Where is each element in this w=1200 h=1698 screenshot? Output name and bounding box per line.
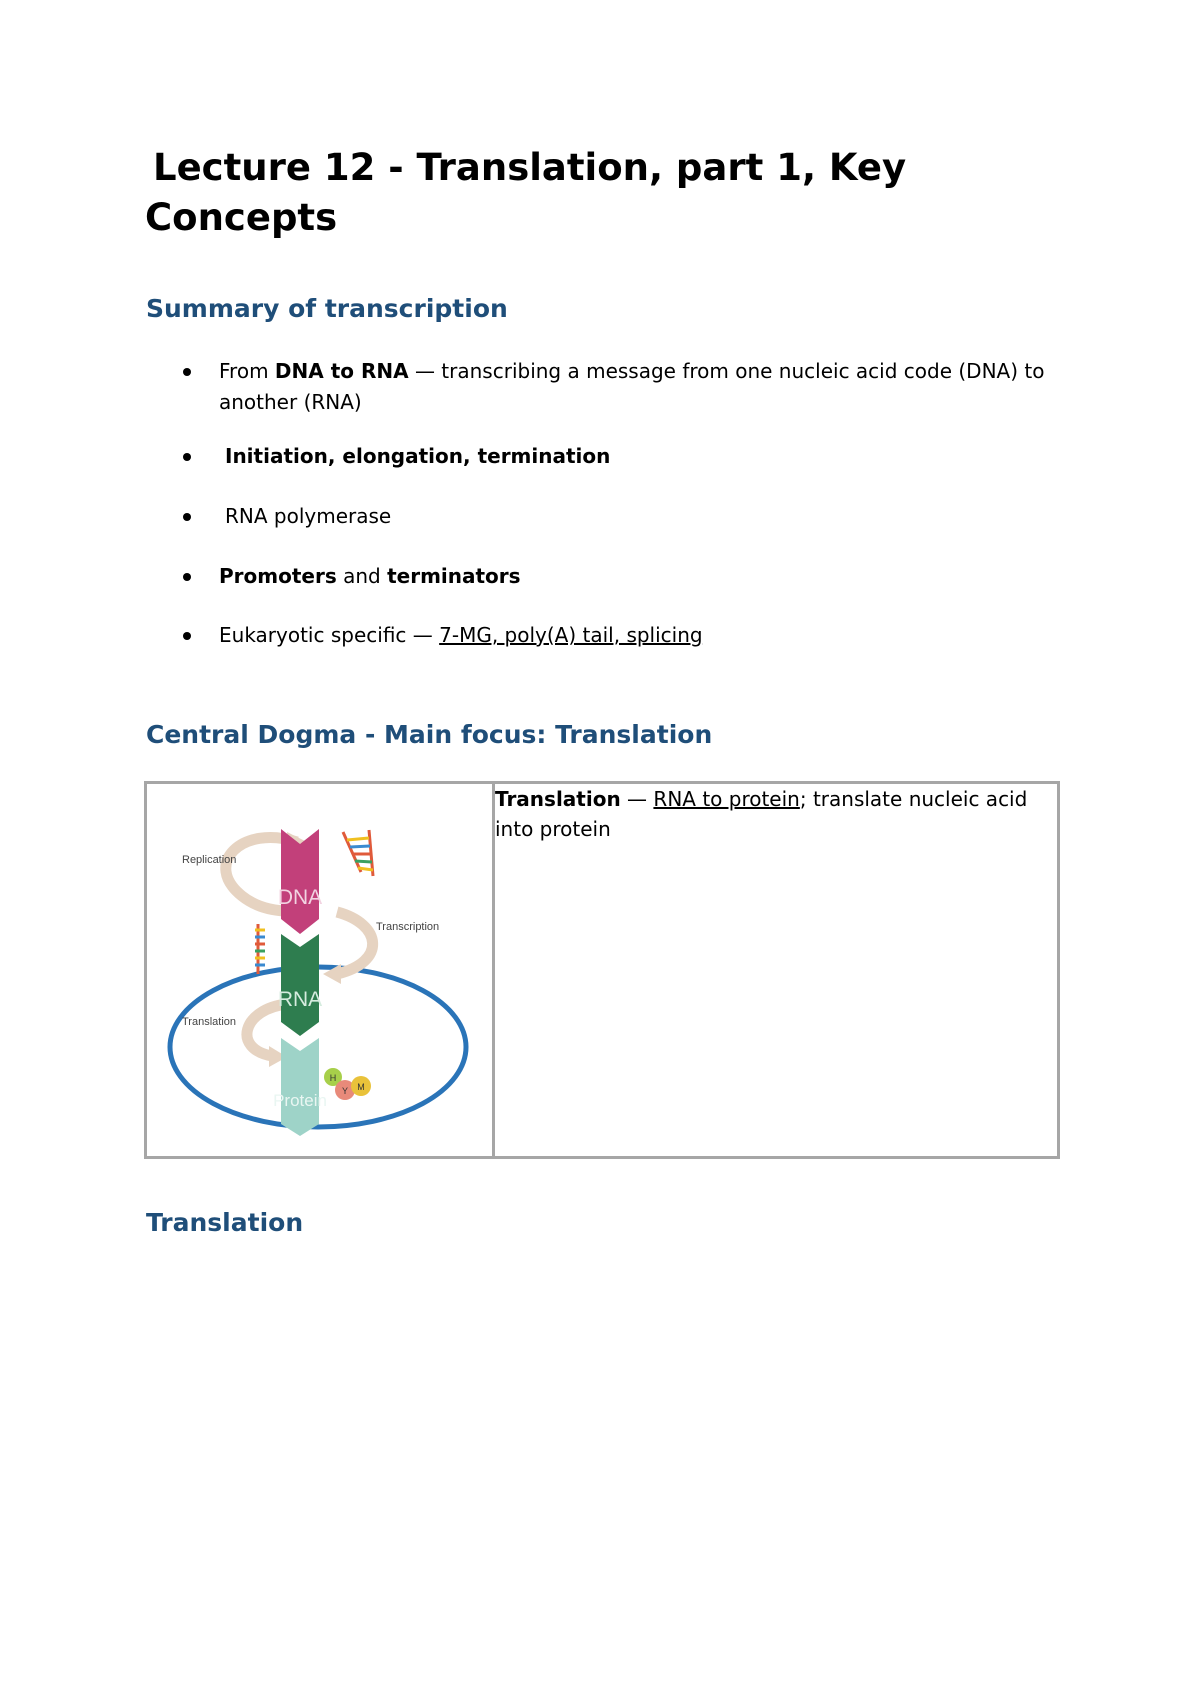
central-dogma-figure — [147, 784, 492, 1151]
svg-text:Y: Y — [341, 1086, 349, 1096]
heading-central-dogma: Central Dogma - Main focus: Translation — [146, 720, 713, 749]
title-line-2: Concepts — [145, 196, 338, 239]
page-title — [145, 143, 1045, 243]
list-item: Initiation, elongation, termination — [146, 441, 1046, 472]
bullet-icon — [183, 513, 191, 521]
definition-cell: Translation — RNA to protein; translate nucleic acid into protein — [494, 783, 1059, 1158]
dna-arrow — [281, 829, 319, 934]
term-rna-to-protein: RNA to protein — [653, 787, 800, 811]
protein-label: Protein — [273, 1091, 327, 1110]
translation-arrow — [247, 1004, 287, 1056]
bullet-icon — [183, 632, 191, 640]
heading-translation: Translation — [146, 1208, 304, 1237]
term-translation: Translation — [495, 787, 621, 811]
rna-ladder-icon — [255, 924, 265, 974]
svg-text:H: H — [329, 1073, 337, 1083]
figure-cell — [146, 783, 494, 1158]
dna-label: DNA — [277, 886, 323, 909]
transcription-label: Transcription — [376, 921, 440, 933]
replication-label: Replication — [182, 854, 237, 866]
bullet-icon — [183, 368, 191, 376]
list-item: Eukaryotic specific — 7-MG, poly(A) tail, splicing — [146, 620, 1046, 651]
transcription-bullet-list — [146, 356, 1046, 651]
central-dogma-table — [144, 781, 1060, 1159]
list-item: From DNA to RNA — transcribing a message from one nucleic acid code (DNA) to another (RNA) — [146, 356, 1046, 418]
heading-summary-of-transcription: Summary of transcription — [146, 294, 508, 323]
bullet-icon — [183, 453, 191, 461]
title-line-1: Lecture 12 - Translation, part 1, Key — [153, 146, 907, 189]
dna-ladder-icon — [343, 830, 373, 876]
list-item: RNA polymerase — [146, 501, 1046, 532]
transcription-arrow — [337, 912, 373, 974]
svg-text:M: M — [357, 1082, 365, 1092]
rna-label: RNA — [277, 988, 323, 1011]
bullet-icon — [183, 573, 191, 581]
translation-label: Translation — [182, 1016, 237, 1028]
protein-arrow — [281, 1038, 319, 1136]
rna-arrow — [281, 934, 319, 1036]
list-item: Promoters and terminators — [146, 561, 1046, 592]
